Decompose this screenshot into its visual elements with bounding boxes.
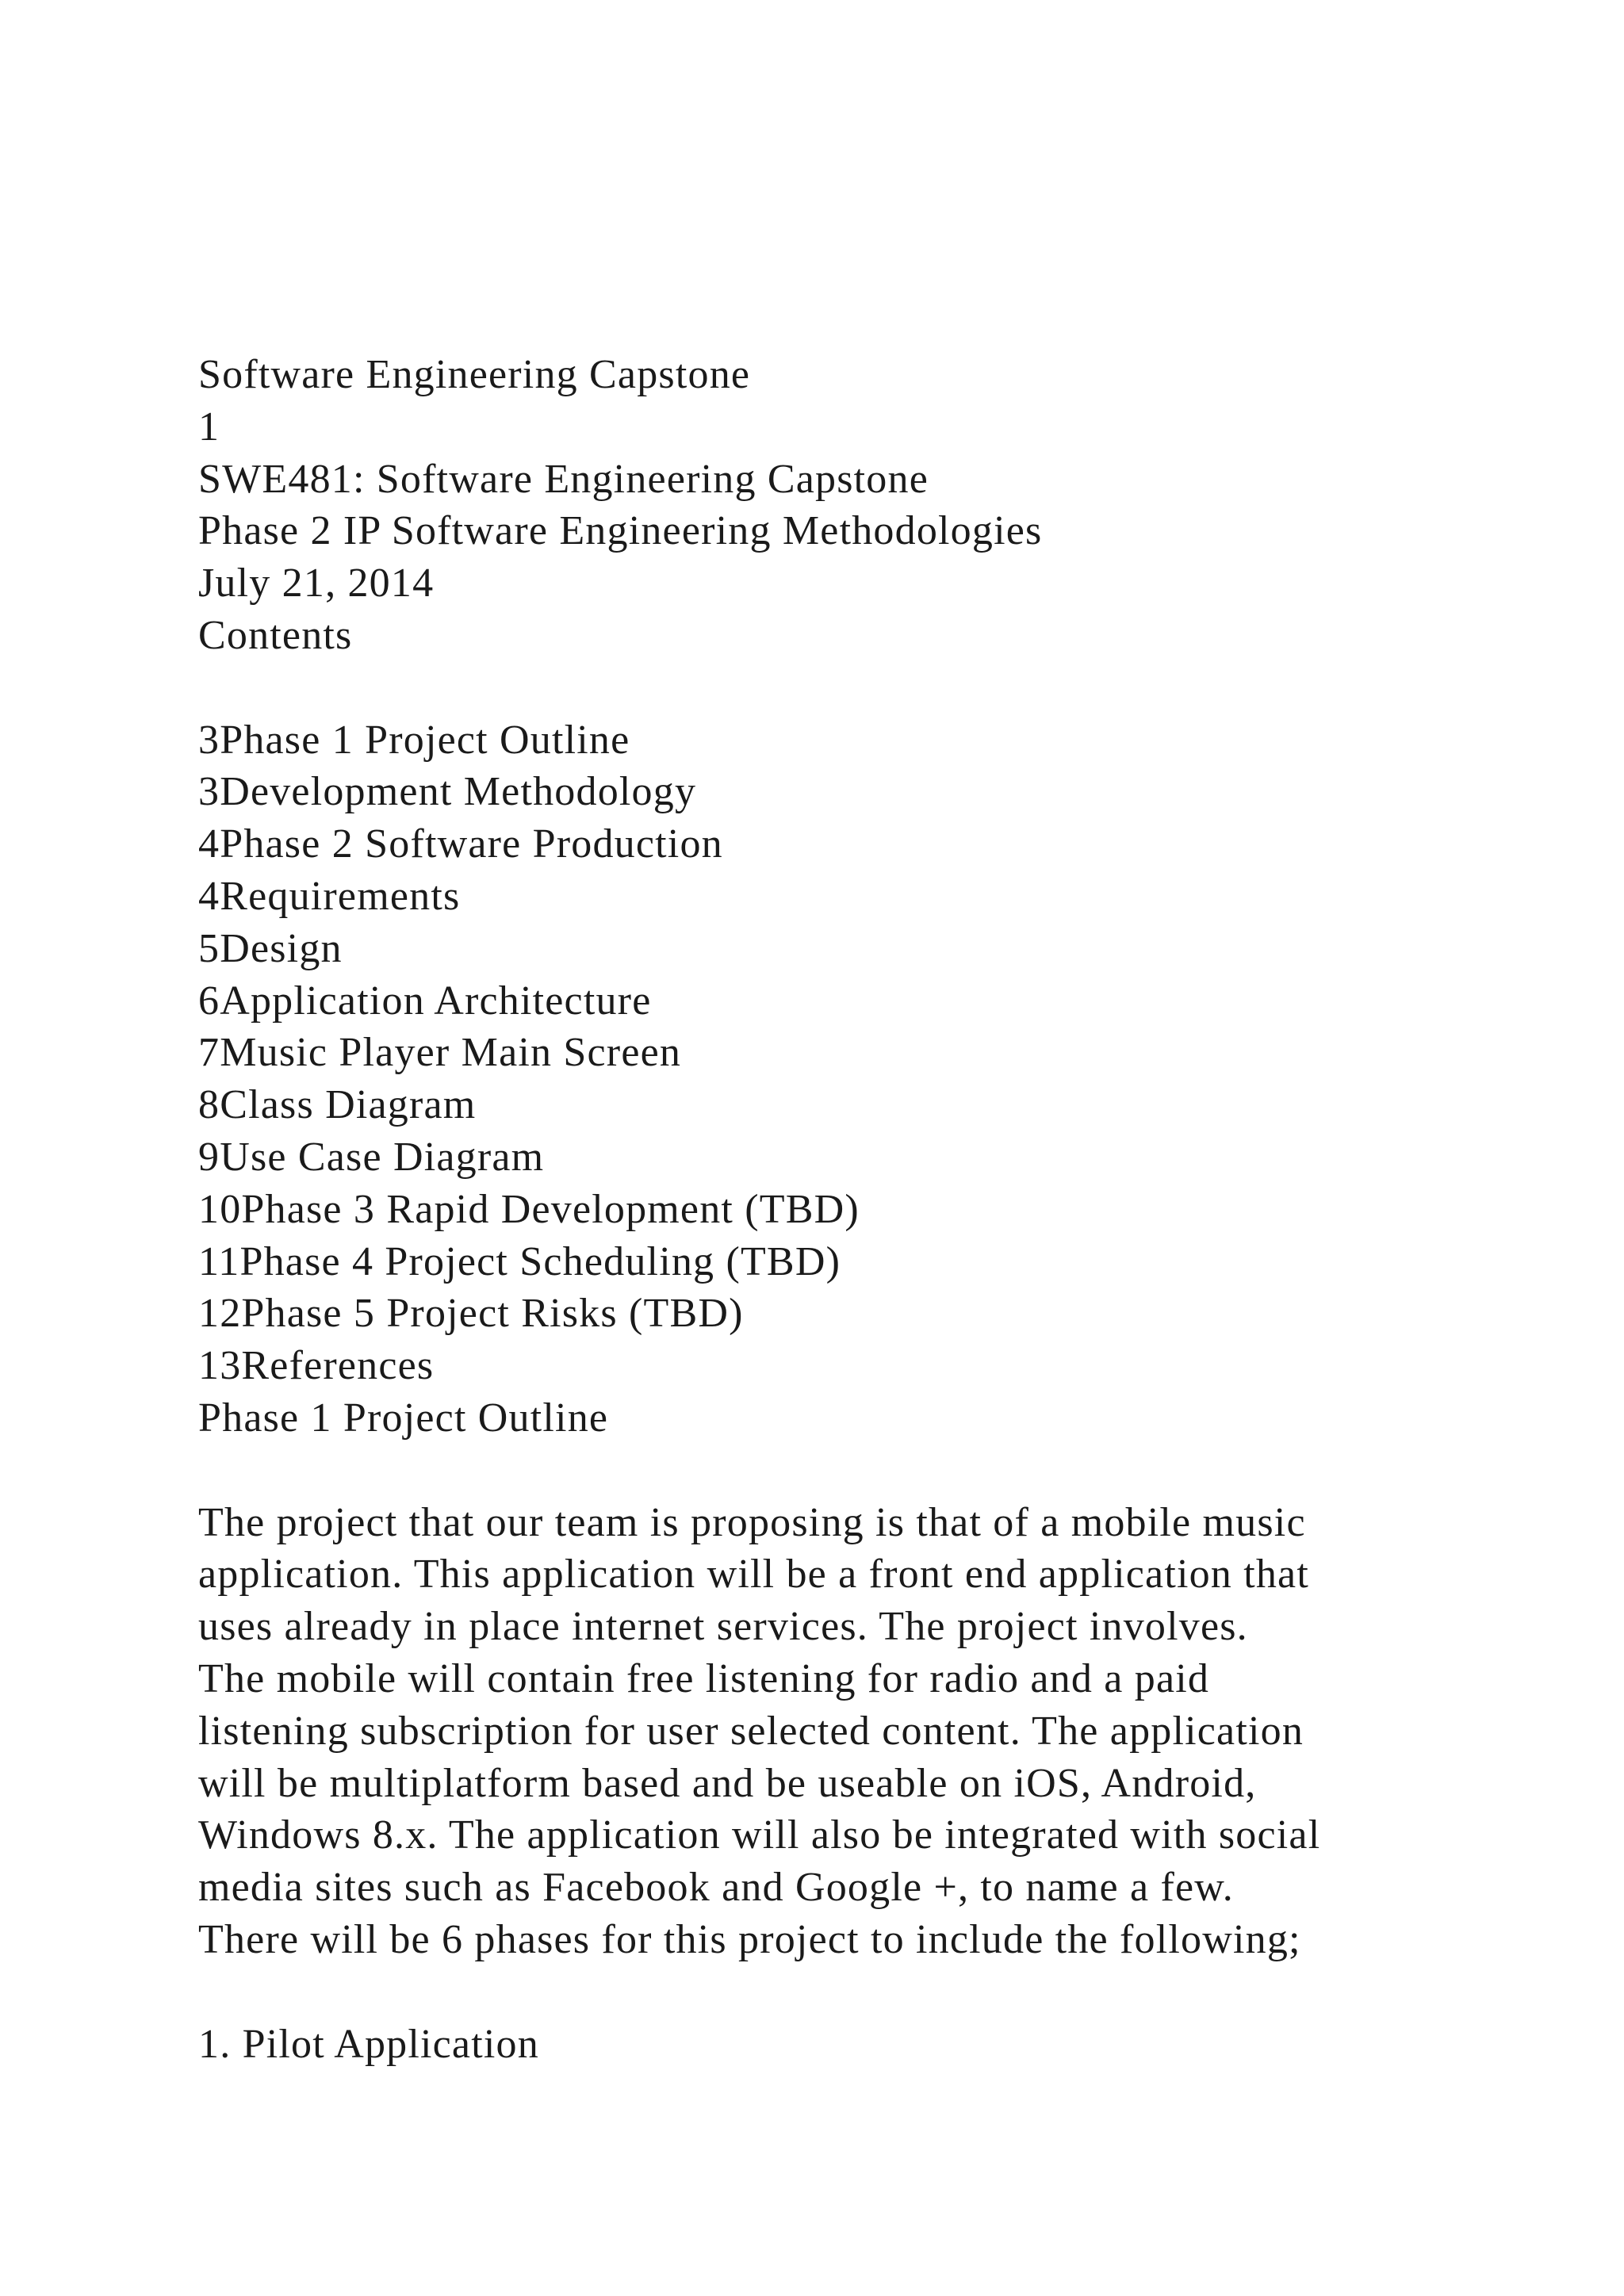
course-title: SWE481: Software Engineering Capstone xyxy=(198,456,929,502)
list-item: 1. Pilot Application xyxy=(198,2021,539,2067)
phase-list xyxy=(198,2019,1546,2071)
paragraph-line: application. This application will be a front end application that xyxy=(198,1552,1309,1598)
toc-entry[interactable]: 4Requirements xyxy=(198,873,461,919)
toc-entry[interactable]: 11Phase 4 Project Scheduling (TBD) xyxy=(198,1238,841,1284)
toc-entry[interactable]: 10Phase 3 Rapid Development (TBD) xyxy=(198,1186,860,1232)
toc-entry[interactable]: 6Application Architecture xyxy=(198,978,652,1024)
paragraph-line: The project that our team is proposing is that of a mobile music xyxy=(198,1499,1306,1545)
running-title: Software Engineering Capstone xyxy=(198,352,751,397)
assignment-title: Phase 2 IP Software Engineering Methodologies xyxy=(198,508,1043,554)
paragraph-line: media sites such as Facebook and Google +, to name a few. xyxy=(198,1865,1234,1911)
page-number: 1 xyxy=(198,404,220,450)
toc-entry[interactable]: 12Phase 5 Project Risks (TBD) xyxy=(198,1291,744,1337)
toc-entry[interactable]: 5Design xyxy=(198,925,343,971)
toc-entry[interactable]: 4Phase 2 Software Production xyxy=(198,821,723,867)
paragraph-line: Windows 8.x. The application will also be integrated with social xyxy=(198,1812,1321,1858)
toc-entry[interactable]: 13References xyxy=(198,1343,435,1389)
blank-line xyxy=(198,662,1546,714)
document-date: July 21, 2014 xyxy=(198,561,435,607)
document-body xyxy=(198,349,1546,2070)
blank-line xyxy=(198,1966,1546,2019)
paragraph-line: listening subscription for user selected content. The application xyxy=(198,1708,1304,1754)
toc-entry[interactable]: 9Use Case Diagram xyxy=(198,1134,545,1180)
table-of-contents xyxy=(198,714,1546,1392)
toc-entry[interactable]: 7Music Player Main Screen xyxy=(198,1030,682,1076)
section-heading: Phase 1 Project Outline xyxy=(198,1395,609,1441)
paragraph-line: There will be 6 phases for this project to include the following; xyxy=(198,1916,1301,1962)
blank-line xyxy=(198,1445,1546,1497)
paragraph-line: The mobile will contain free listening for radio and a paid xyxy=(198,1655,1210,1701)
toc-entry[interactable]: 3Development Methodology xyxy=(198,769,697,815)
project-paragraph xyxy=(198,1497,1546,1966)
toc-entry[interactable]: 3Phase 1 Project Outline xyxy=(198,717,630,763)
paragraph-line: will be multiplatform based and be useable on iOS, Android, xyxy=(198,1760,1257,1806)
toc-entry[interactable]: 8Class Diagram xyxy=(198,1082,477,1128)
contents-heading: Contents xyxy=(198,612,353,658)
paragraph-line: uses already in place internet services. The project involves. xyxy=(198,1604,1248,1650)
